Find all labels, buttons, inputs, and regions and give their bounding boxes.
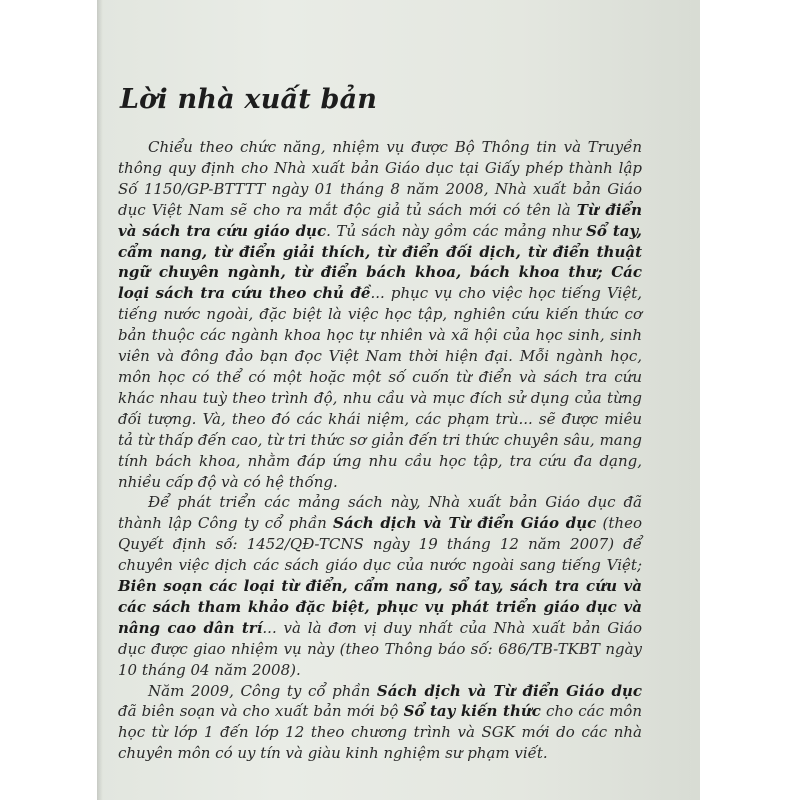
emphasis-text: Biên soạn các loại từ điển, cẩm nang, sổ tay, sách tra cứu và các sách tham khảo đặc biệt, phục vụ phát triển giáo dục và nâng cao dân trí	[118, 577, 642, 637]
paragraph-text: (theo Quyết định số: 1452/QĐ-TCNS ngày 19 tháng 12 năm 2007) để chuyên việc dịch các sách giáo dục của nước ngoài sang tiếng Việt;	[118, 514, 642, 575]
paragraph-1	[118, 137, 642, 492]
paragraph-2	[118, 492, 642, 680]
paragraph-text: Để phát triển các mảng sách này, Nhà xuất bản Giáo dục đã thành lập Công ty cổ phần	[118, 493, 642, 533]
paragraph-text: ... và là đơn vị duy nhất của Nhà xuất bản Giáo dục được giao nhiệm vụ này (theo Thông báo số: 686/TB-TKBT ngày 10 tháng 04 năm 2008).	[118, 618, 642, 679]
emphasis-text: Từ điển và sách tra cứu giáo dục	[118, 200, 642, 240]
page-gutter-shadow	[97, 0, 103, 800]
paragraph-3	[118, 681, 642, 765]
emphasis-text: Sổ tay kiến thức	[403, 702, 541, 721]
paragraph-text: Chiểu theo chức năng, nhiệm vụ được Bộ Thông tin và Truyền thông quy định cho Nhà xuất bản Giáo dục tại Giấy phép thành lập Số 1150/GP-BTTTT ngày 01 tháng 8 năm 2008, Nhà xuất bản Giáo dục Việt Nam sẽ cho ra mắt độc giả tủ sách mới có tên là	[118, 138, 642, 219]
paragraph-text: Năm 2009, Công ty cổ phần	[148, 681, 377, 700]
paragraph-text: đã biên soạn và cho xuất bản mới bộ	[118, 702, 404, 721]
page-title: Lời nhà xuất bản	[120, 84, 378, 115]
paragraph-text: ... phục vụ cho việc học tiếng Việt, tiếng nước ngoài, đặc biệt là việc học tập, nghiên cứu kiến thức cơ bản thuộc các ngành khoa học tự nhiên và xã hội của học sinh, sinh viên và đông đảo bạn đọc Việt Nam thời hiện đại. Mỗi ngành học, môn học có thể có một hoặc một số cuốn từ điển và sách tra cứu khác nhau tuỳ theo trình độ, nhu cầu và mục đích sử dụng của từng đối tượng. Và, theo đó các khái niệm, các phạm trù... sẽ được miêu tả từ thấp đến cao, từ tri thức sơ giản đến tri thức chuyên sâu, mang tính bách khoa, nhằm đáp ứng nhu cầu học tập, tra cứu đa dạng, nhiều cấp độ và có hệ thống.	[118, 284, 643, 491]
body-text	[118, 137, 642, 764]
emphasis-text: Sách dịch và Từ điển Giáo dục	[333, 514, 597, 533]
paragraph-text: . Tủ sách này gồm các mảng như	[326, 221, 587, 240]
emphasis-text: Sách dịch và Từ điển Giáo dục	[376, 681, 642, 700]
paragraph-text: cho các môn học từ lớp 1 đến lớp 12 theo chương trình và SGK mới do các nhà chuyên môn có uy tín và giàu kinh nghiệm sư phạm viết.	[118, 702, 642, 763]
emphasis-text: Sổ tay, cẩm nang, từ điển giải thích, từ điển đối dịch, từ điển thuật ngữ chuyên ngành, từ điển bách khoa, bách khoa thư; Các loại sách tra cứu theo chủ đề	[118, 221, 642, 303]
